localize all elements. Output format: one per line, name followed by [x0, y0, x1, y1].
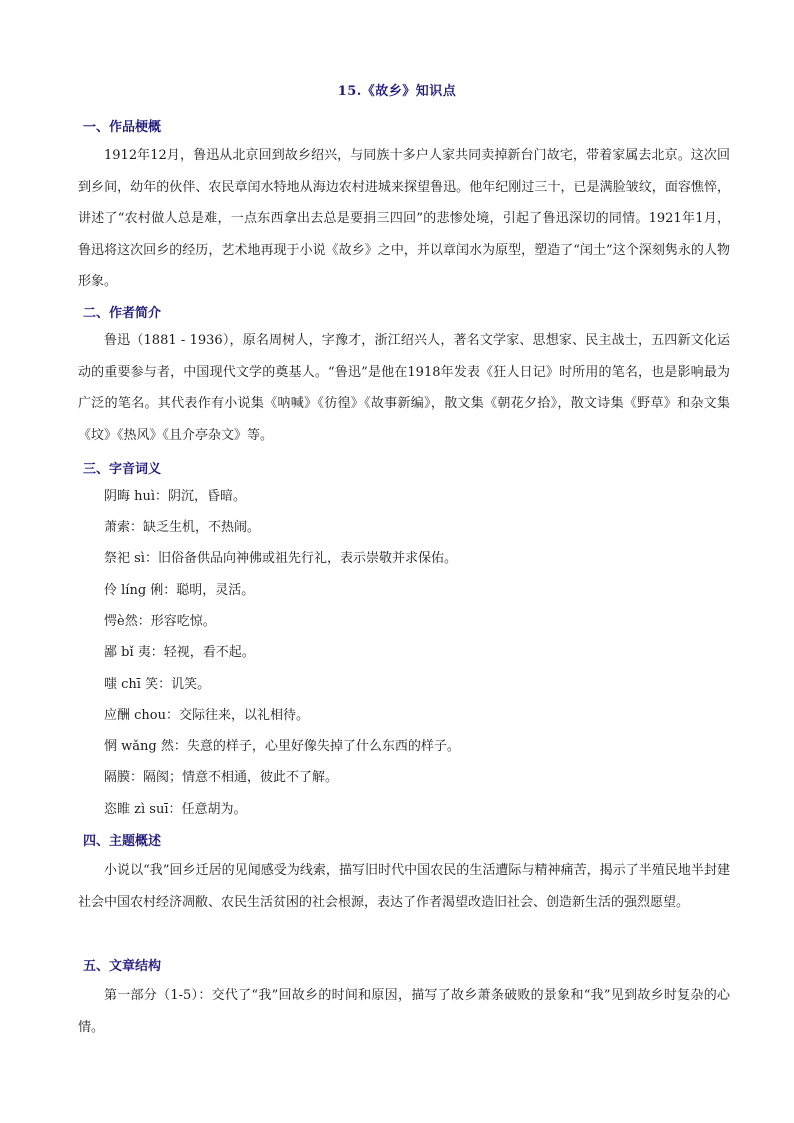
section-text-theme: 小说以“我”回乡迁居的见闻感受为线索，描写旧时代中国农民的生活遭际与精神痛苦，揭示了半殖民地半封建社会中国农村经济凋敝、农民生活贫困的社会根源，表达了作者渴望改造旧社会、创造新生活的强烈愿望。 [78, 863, 730, 910]
section-heading-structure: 五、文章结构 [83, 959, 162, 974]
vocab-item: 应酬 chou：交际往来，以礼相待。 [104, 708, 309, 723]
vocab-item: 伶 líng 俐：聪明，灵活。 [104, 583, 255, 598]
vocab-item: 祭祀 sì：旧俗备供品向神佛或祖先行礼，表示崇敬并求保佑。 [104, 551, 457, 566]
section-heading-summary: 一、作品梗概 [83, 120, 162, 135]
vocab-item: 嗤 chī 笑：讥笑。 [104, 677, 211, 692]
vocab-item: 愕è然：形容吃惊。 [104, 614, 216, 629]
vocab-item: 隔膜：隔阂；情意不相通，彼此不了解。 [104, 770, 339, 785]
vocab-item: 萧索：缺乏生机，不热闹。 [104, 520, 261, 535]
vocab-item: 鄙 bǐ 夷：轻视，看不起。 [104, 645, 255, 660]
vocab-item: 恣睢 zì suī：任意胡为。 [104, 802, 247, 817]
section-heading-vocabulary: 三、字音词义 [83, 462, 162, 477]
section-text-author: 鲁迅（1881 - 1936），原名周树人，字豫才，浙江绍兴人，著名文学家、思想家、民主战士，五四新文化运动的重要参与者，中国现代文学的奠基人。“鲁迅”是他在1918年发表《狂人日记》时所用的笔名，也是影响最为广泛的笔名。其代表作有小说集《呐喊》《彷徨》《故事新编》，散文集《朝花夕拾》，散文诗集《野草》和杂文集《坟》《热风》《且介亭杂文》等。 [78, 333, 730, 443]
page-title: 15.《故乡》知识点 [337, 84, 457, 99]
section-heading-theme: 四、主题概述 [83, 834, 162, 849]
vocab-item: 惘 wǎng 然：失意的样子，心里好像失掉了什么东西的样子。 [104, 739, 460, 754]
section-text-summary: 1912年12月，鲁迅从北京回到故乡绍兴，与同族十多户人家共同卖掉新台门故宅，带着家属去北京。这次回到乡间，幼年的伙伴、农民章闰水特地从海边农村进城来探望鲁迅。他年纪刚过三十，已是满脸皱纹，面容憔悴，讲述了“农村做人总是难，一点东西拿出去总是要捐三四回”的悲惨处境，引起了鲁迅深切的同情。1921年1月，鲁迅将这次回乡的经历，艺术地再现于小说《故乡》之中，并以章闰水为原型，塑造了“闰土”这个深刻隽永的人物形象。 [78, 148, 730, 289]
section-heading-author: 二、作者简介 [83, 306, 162, 321]
section-text-structure: 第一部分（1-5）：交代了“我”回故乡的时间和原因，描写了故乡萧条破败的景象和“我”见到故乡时复杂的心情。 [78, 988, 730, 1035]
vocab-item: 阴晦 huì：阴沉，昏暗。 [104, 489, 247, 504]
